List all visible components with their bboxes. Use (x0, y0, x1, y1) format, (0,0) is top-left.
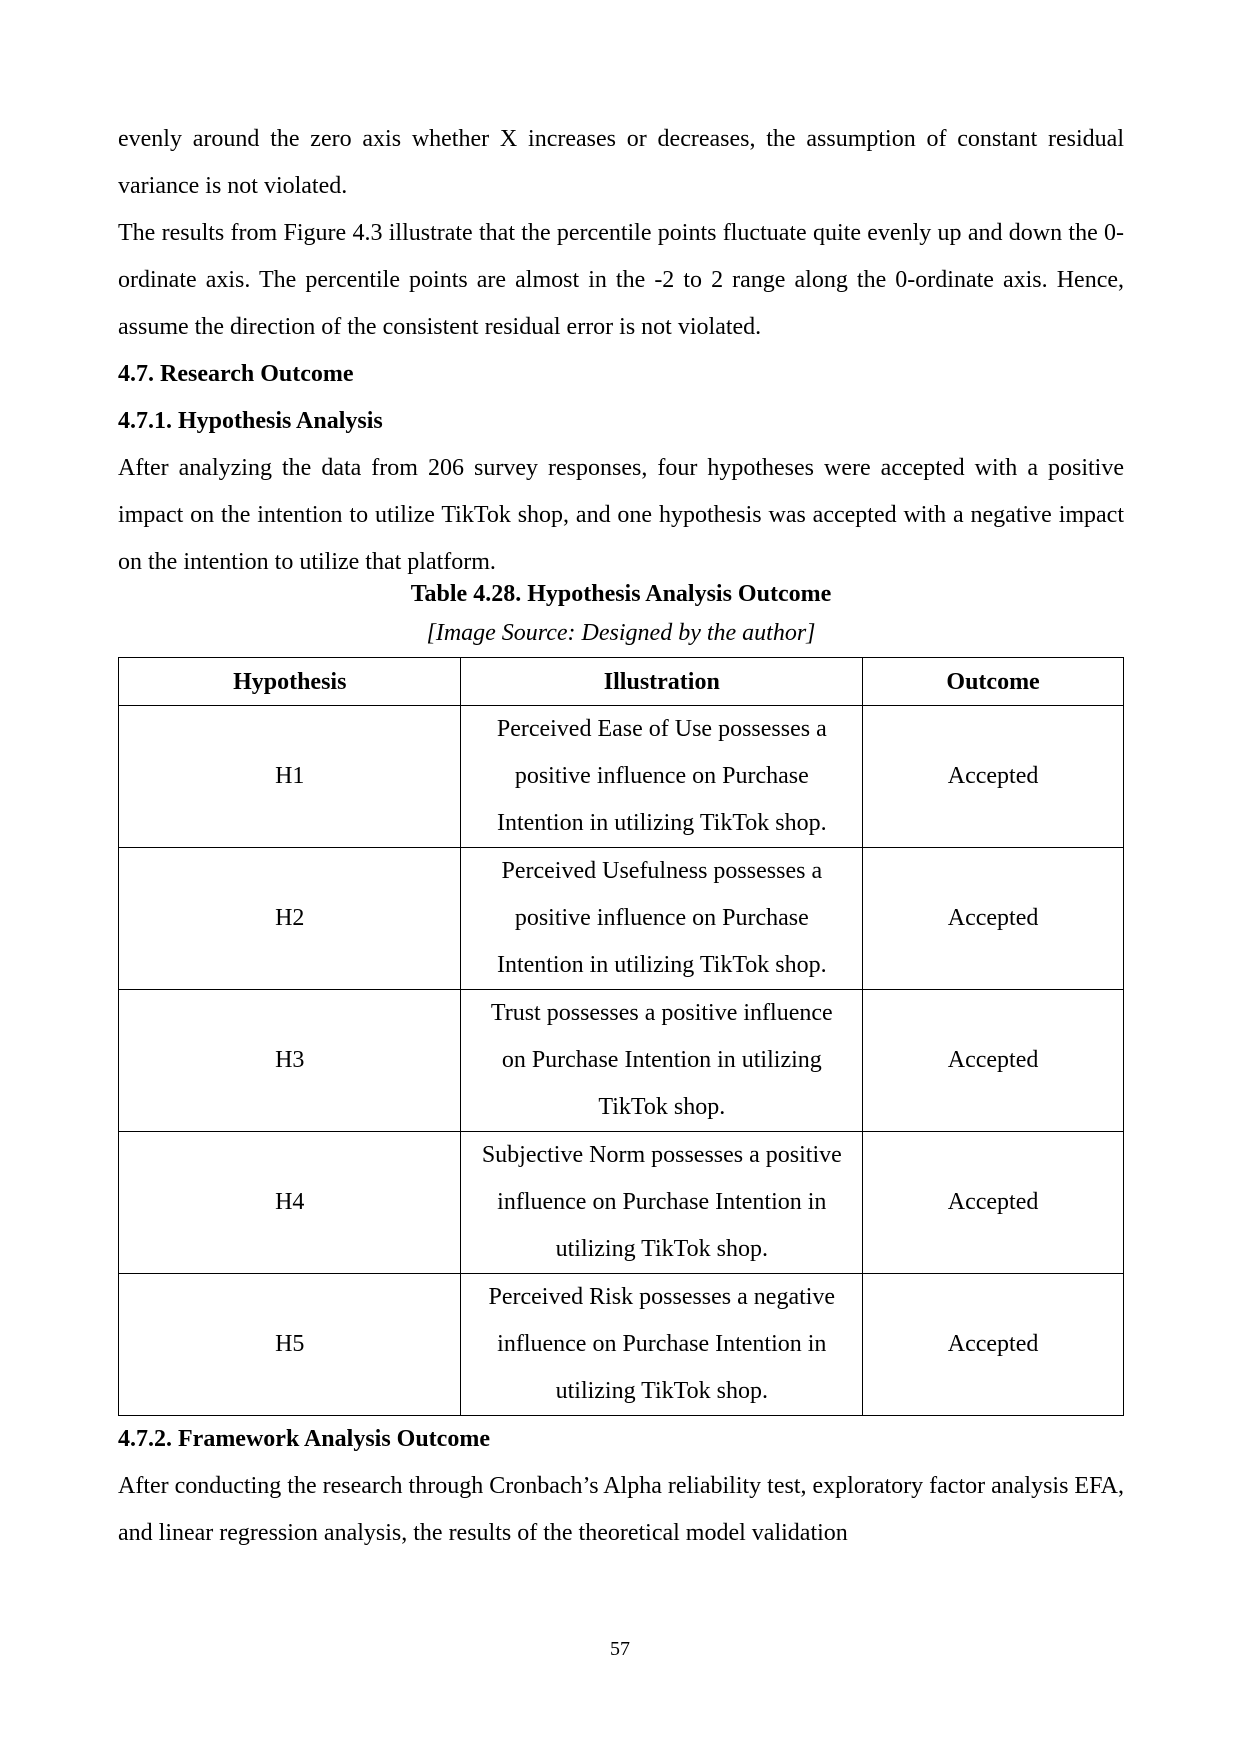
paragraph-framework-summary: After conducting the research through Cronbach’s Alpha reliability test, exploratory factor analysis EFA, and linear regression analysis, the results of the theoretical model validation (118, 1473, 1124, 1546)
cell-illustration (461, 1274, 863, 1416)
illustration-text: Perceived Usefulness possesses a positive influence on Purchase Intention in utilizing TikTok shop. (496, 858, 827, 978)
page-number: 57 (610, 1638, 630, 1660)
table-source: [Image Source: Designed by the author] (426, 620, 816, 646)
header-outcome: Outcome (863, 658, 1124, 706)
document-page (118, 116, 1124, 1557)
cell-outcome: Accepted (863, 1274, 1124, 1416)
table-row (119, 706, 1124, 848)
paragraph-hypothesis-summary: After analyzing the data from 206 survey responses, four hypotheses were accepted with a positive impact on the intention to utilize TikTok shop, and one hypothesis was accepted with a negative impact on the intention to utilize that platform. (118, 455, 1124, 575)
cell-illustration (461, 1132, 863, 1274)
paragraph-percentile-points: The results from Figure 4.3 illustrate that the percentile points fluctuate quite evenly up and down the 0-ordinate axis. The percentile points are almost in the -2 to 2 range along the 0-ordinate axis. Hence, assume the direction of the consistent residual error is not violated. (118, 220, 1124, 340)
illustration-text: Trust possesses a positive influence on Purchase Intention in utilizing TikTok shop. (490, 1000, 833, 1120)
table-row (119, 1132, 1124, 1274)
table-caption: Table 4.28. Hypothesis Analysis Outcome (410, 581, 832, 607)
table-row (119, 1274, 1124, 1416)
table-header-row (119, 658, 1124, 706)
cell-outcome: Accepted (863, 848, 1124, 990)
table-row (119, 990, 1124, 1132)
cell-outcome: Accepted (863, 706, 1124, 848)
cell-illustration (461, 848, 863, 990)
paragraph-residual-variance: evenly around the zero axis whether X increases or decreases, the assumption of constant residual variance is not violated. (118, 126, 1124, 199)
heading-research-outcome: 4.7. Research Outcome (118, 361, 354, 387)
illustration-text: Subjective Norm possesses a positive influence on Purchase Intention in utilizing TikTok shop. (481, 1142, 842, 1262)
cell-hypothesis: H3 (119, 990, 461, 1132)
illustration-text: Perceived Risk possesses a negative influence on Purchase Intention in utilizing TikTok shop. (488, 1284, 836, 1404)
cell-outcome: Accepted (863, 1132, 1124, 1274)
cell-outcome: Accepted (863, 990, 1124, 1132)
hypothesis-table (118, 657, 1124, 1416)
cell-hypothesis: H2 (119, 848, 461, 990)
illustration-text: Perceived Ease of Use possesses a positive influence on Purchase Intention in utilizing TikTok shop. (496, 716, 827, 836)
header-hypothesis: Hypothesis (119, 658, 461, 706)
cell-hypothesis: H1 (119, 706, 461, 848)
cell-hypothesis: H4 (119, 1132, 461, 1274)
cell-illustration (461, 990, 863, 1132)
cell-hypothesis: H5 (119, 1274, 461, 1416)
heading-framework-analysis: 4.7.2. Framework Analysis Outcome (118, 1426, 490, 1452)
heading-hypothesis-analysis: 4.7.1. Hypothesis Analysis (118, 408, 383, 434)
table-row (119, 848, 1124, 990)
header-illustration: Illustration (461, 658, 863, 706)
cell-illustration (461, 706, 863, 848)
